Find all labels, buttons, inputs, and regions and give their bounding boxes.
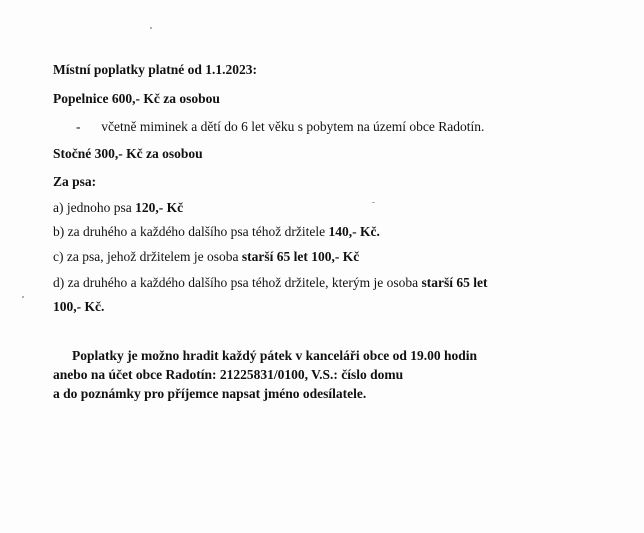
bullet-marker: - [76, 119, 81, 134]
payment-info-line-1: Poplatky je možno hradit každý pátek v kanceláři obce od 19.00 hodin [72, 348, 478, 363]
dog-fee-item-a-amount: 120,- Kč [135, 200, 184, 215]
waste-fee-bullet [76, 119, 484, 135]
payment-info-line-2: anebo na účet obce Radotín: 21225831/0100, V.S.: číslo domu [53, 367, 404, 382]
sewage-fee-title: Stočné 300,- Kč za osobou [53, 146, 203, 161]
dog-fee-item-d-bold: starší 65 let [421, 275, 488, 290]
dog-fee-item-c [53, 249, 359, 265]
scan-speck [150, 27, 152, 29]
dog-fee-item-a-text: a) jednoho psa [53, 200, 136, 215]
dog-fee-item-c-bold: starší 65 let 100,- Kč [241, 249, 360, 264]
dog-fee-item-d [53, 275, 487, 291]
payment-info-line-3: a do poznámky pro příjemce napsat jméno odesílatele. [53, 386, 367, 401]
dog-fee-item-b-text: b) za druhého a každého dalšího psa téhož držitele [53, 224, 329, 239]
dog-fee-item-b-amount: 140,- Kč. [328, 224, 380, 239]
dog-fee-item-c-text: c) za psa, jehož držitelem je osoba [53, 249, 242, 264]
waste-fee-note: včetně miminek a dětí do 6 let věku s pobytem na území obce Radotín. [101, 119, 485, 134]
waste-fee-title: Popelnice 600,- Kč za osobou [53, 91, 220, 106]
dog-fee-item-a [53, 200, 183, 216]
scan-speck [22, 296, 24, 298]
dog-fee-item-b [53, 224, 380, 240]
dog-fee-title: Za psa: [53, 174, 97, 189]
dog-fee-item-d-amount: 100,- Kč. [53, 299, 105, 314]
dog-fee-item-d-text: d) za druhého a každého dalšího psa téhož držitele, kterým je osoba [53, 275, 422, 290]
scan-speck [372, 202, 375, 203]
fees-heading: Místní poplatky platné od 1.1.2023: [53, 62, 258, 77]
